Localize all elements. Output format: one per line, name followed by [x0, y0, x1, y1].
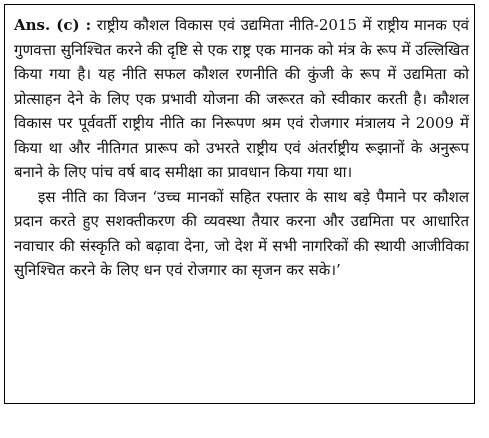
answer-label: Ans. (c) : — [14, 16, 92, 34]
answer-box — [4, 4, 475, 404]
paragraph-2: इस नीति का विजन ‘उच्च मानकों सहित रफ्तार के साथ बड़े पैमाने पर कौशल प्रदान करते हुए सशक्तीकरण की व्यवस्था तैयार करना और उद्यमिता पर आधारित नवाचार की संस्कृति को बढ़ावा देना, जो देश में सभी नागरिकों की स्थायी आजीविका सुनिश्चित करने के लिए धन एवं रोजगार का सृजन कर सके।’ — [14, 187, 469, 279]
cropped-text-fragment — [160, 404, 240, 410]
paragraph-1-text: राष्ट्रीय कौशल विकास एवं उद्यमिता नीति-2015 में राष्ट्रीय मानक एवं गुणवत्ता सुनिश्चित करने की दृष्टि से एक राष्ट्र एक मानक को मंत्र के रूप में उल्लिखित किया गया है। यह नीति सफल कौशल रणनीति की कुंजी के रूप में उद्यमिता को प्रोत्साहन देने के लिए एक प्रभावी योजना की जरूरत को स्वीकार करती है। कौशल विकास पर पूर्ववर्ती राष्ट्रीय नीति का निरूपण श्रम एवं रोजगार मंत्रालय ने 2009 में किया था और नीतिगत प्रारूप को उभरते राष्ट्रीय एवं अंतर्राष्ट्रीय रूझानों के अनुरूप बनाने के लिए पांच वर्ष बाद समीक्षा का प्रावधान किया गया था। — [14, 16, 469, 181]
answer-text — [14, 13, 469, 283]
paragraph-1 — [14, 13, 469, 185]
